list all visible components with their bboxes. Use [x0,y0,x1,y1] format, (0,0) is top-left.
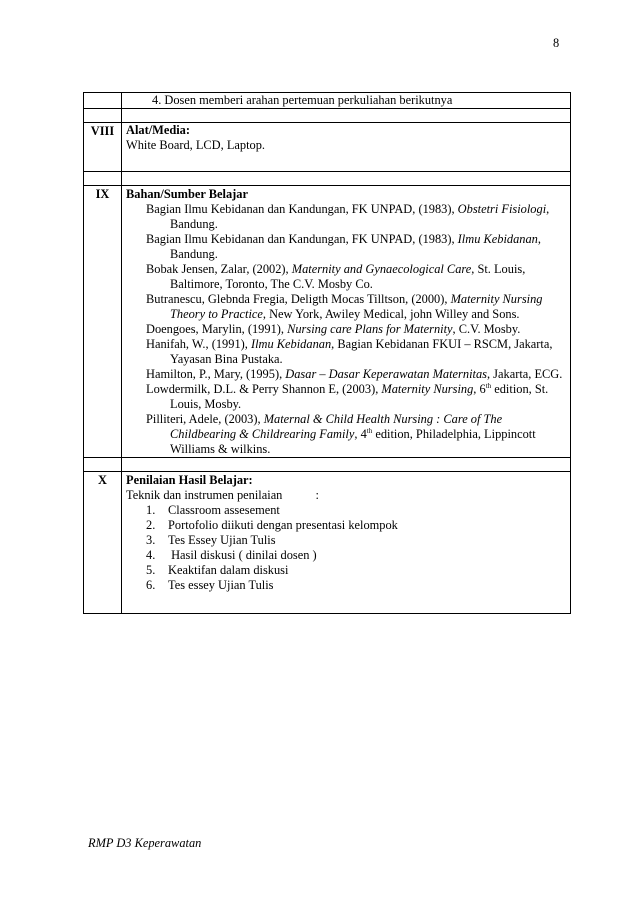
spacer-row [84,109,571,123]
list-item [126,548,566,563]
reference-publisher: , 4 [354,427,367,441]
reference-publisher: , C.V. Mosby. [452,322,521,336]
table-row [84,93,571,109]
reference-title: Maternal & Child Health Nursing : Care of The Childbearing & Childrearing Family [170,412,503,441]
reference-rest: edition, Philadelphia, Lippincott Williams & wilkins. [170,427,536,456]
section-number: IX [84,186,122,458]
item-text: Hasil diskusi ( dinilai dosen ) [168,548,317,562]
section-heading: Alat/Media: [126,123,191,137]
reference-title: Maternity Nursing [381,382,474,396]
section-cell [122,186,571,458]
list-item [126,518,566,533]
list-item [126,533,566,548]
reference-author: Pilliteri, Adele, (2003), [146,412,264,426]
reference-item [146,382,566,412]
technique-heading [126,488,566,503]
item-text: Classroom assesement [168,503,280,517]
page-number: 8 [553,36,560,50]
edition-suffix: th [366,426,373,435]
reference-publisher: , St. Louis, Baltimore, Toronto, The C.V. Mosby Co. [170,262,526,291]
reference-item [146,262,566,292]
section-cell [122,123,571,172]
reference-author: Doengoes, Marylin, (1991), [146,322,288,336]
item-text: Tes Essey Ujian Tulis [168,533,276,547]
reference-rest: edition, St. Louis, Mosby. [170,382,549,411]
item-text: Keaktifan dalam diskusi [168,563,289,577]
reference-author: Butranescu, Glebnda Fregia, Deligth Mocas Tilltson, (2000), [146,292,451,306]
technique-colon: : [315,488,319,502]
course-plan-table [83,92,571,614]
reference-title: Dasar – Dasar Keperawatan Maternitas [285,367,487,381]
reference-author: Hamilton, P., Mary, (1995), [146,367,286,381]
reference-title: Nursing care Plans for Maternity [287,322,453,336]
item-number: 2. [146,518,156,532]
reference-title: Maternity and Gynaecological Care [291,262,472,276]
reference-list [126,202,566,457]
reference-publisher: , 6 [473,382,486,396]
reference-item [146,232,566,262]
reference-title: Maternity Nursing Theory to Practice [170,292,543,321]
intro-cell [122,93,571,109]
item-number: 6. [146,578,156,592]
item-number: 4. [146,548,156,562]
reference-item [146,202,566,232]
reference-title: Obstetri Fisiologi [457,202,547,216]
technique-label: Teknik dan instrumen penilaian [126,488,283,502]
table-row [84,472,571,614]
reference-author: Hanifah, W., (1991), [146,337,251,351]
empty-cell [84,93,122,109]
reference-author: Lowdermilk, D.L. & Perry Shannon E, (2003), [146,382,382,396]
reference-publisher: , New York, Awiley Medical, john Willey and Sons. [262,307,520,321]
table-row [84,186,571,458]
reference-author: Bagian Ilmu Kebidanan dan Kandungan, FK UNPAD, (1983), [146,232,458,246]
reference-publisher: , Jakarta, ECG. [486,367,563,381]
item-number: 1. [146,503,156,517]
list-item [126,503,566,518]
intro-line: 4. Dosen memberi arahan pertemuan perkuliahan berikutnya [152,93,453,107]
reference-publisher: , Bagian Kebidanan FKUI – RSCM, Jakarta, Yayasan Bina Pustaka. [170,337,553,366]
item-text: Tes essey Ujian Tulis [168,578,274,592]
section-number: VIII [84,123,122,172]
reference-author: Bagian Ilmu Kebidanan dan Kandungan, FK UNPAD, (1983), [146,202,458,216]
reference-item [146,412,566,457]
section-heading: Penilaian Hasil Belajar: [126,473,253,487]
reference-title: Ilmu Kebidanan [457,232,538,246]
edition-suffix: th [485,381,492,390]
section-cell [122,472,571,614]
assessment-list [126,503,566,593]
item-number: 5. [146,563,156,577]
section-heading: Bahan/Sumber Belajar [126,187,248,201]
reference-item [146,292,566,322]
reference-item [146,322,566,337]
section-number: X [84,472,122,614]
reference-item [146,367,566,382]
reference-item [146,337,566,367]
item-text: Portofolio diikuti dengan presentasi kelompok [168,518,398,532]
reference-title: Ilmu Kebidanan [250,337,332,351]
table-row [84,123,571,172]
reference-publisher: , Bandung. [170,202,550,231]
reference-author: Bobak Jensen, Zalar, (2002), [146,262,292,276]
list-item [126,578,566,593]
media-text: White Board, LCD, Laptop. [126,138,266,152]
spacer-row [84,458,571,472]
list-item [126,563,566,578]
spacer-row [84,172,571,186]
item-number: 3. [146,533,156,547]
footer: RMP D3 Keperawatan [88,836,202,850]
reference-publisher: , Bandung. [170,232,541,261]
